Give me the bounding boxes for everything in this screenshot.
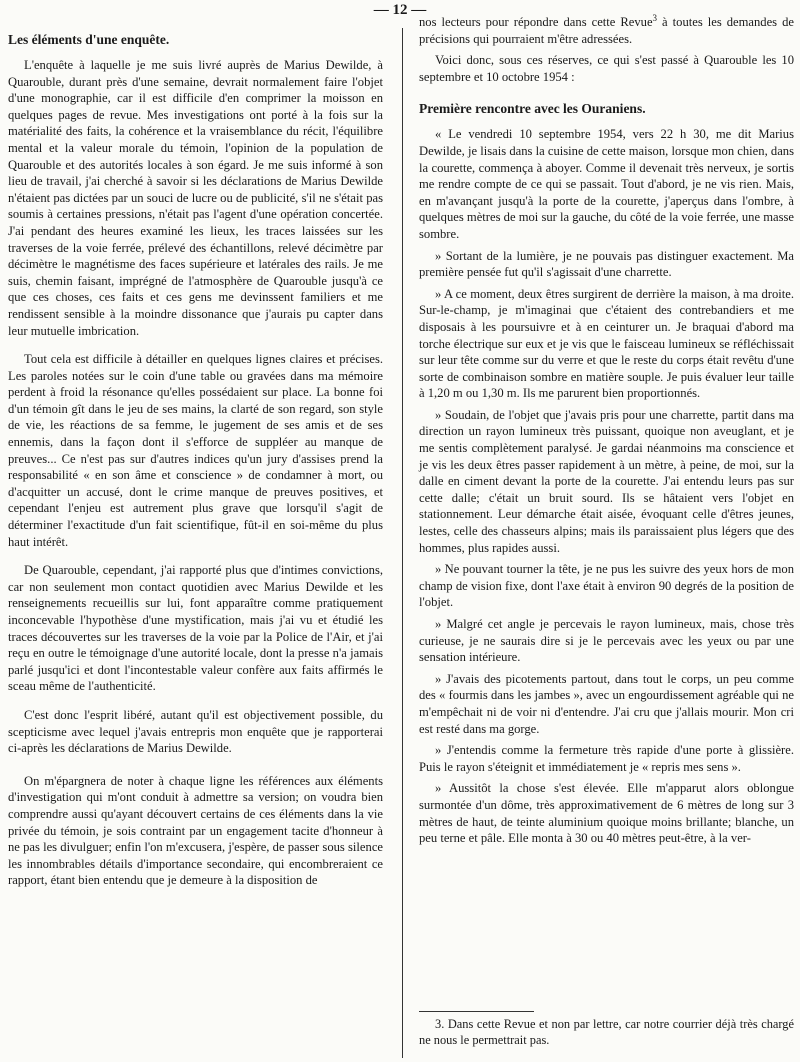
- paragraph-continued: [419, 14, 794, 47]
- footnote-reference: 3: [652, 12, 658, 23]
- paragraph: On m'épargnera de noter à chaque ligne les références aux éléments d'investigation qui m'ont conduit à admettre sa version; on voudra bien comprendre aussi qu'ayant découvert certains de ces éléments dans la vie privée du témoin, je sois contraint par un engagement tacite d'honneur à ne pas les divulguer; enfin l'on m'excusera, j'espère, de passer sous silence les innombrables détails d'importance secondaire, qui encombreraient ce rapport, étant bien entendu que je demeure à la disposition de: [8, 773, 383, 888]
- paragraph: De Quarouble, cependant, j'ai rapporté plus que d'intimes convictions, car non seulement mon contact quotidien avec Marius Dewilde et les renseignements recueillis sur lui, font apparaître comme pratiquement inconcevable l'hypothèse d'une mystification, mais j'ai vu et étudié les traces découvertes sur les traverses de la voie par la Police de l'Air, et j'ai reçu en outre le témoignage d'une autorité locale, dont la presse n'a jamais parlé jusqu'ici et dont l'incontestable valeur confère aux faits affirmés le sceau même de l'authenticité.: [8, 563, 383, 694]
- paragraph: C'est donc l'esprit libéré, autant qu'il est objectivement possible, du scepticisme avec lequel j'avais entrepris mon enquête que je rapporterai ci-après les déclarations de Marius Dewilde.: [8, 707, 383, 756]
- left-column: [8, 32, 383, 894]
- right-column: [419, 14, 794, 852]
- paragraph-text: à toutes les demandes de précisions qui pourraient m'être adressées.: [419, 15, 794, 46]
- paragraph: Tout cela est difficile à détailler en quelques lignes claires et précises. Les paroles notées sur le coin d'une table ou gravées dans ma mémoire perdent à froid la résonance qu'elles possédaient sur place. La bonne foi d'un témoin gît dans le jeu de ses mains, la clarté de son regard, son style de vie, les réactions de sa femme, le jugement de ses amis et de ses ennemis, dans la façon dont il s'efforce de suppléer au manque de preuves... Ce n'est pas sur d'autres indices qu'un jury d'assises prend la responsabilité « en son âme et conscience » de condamner à mort, ou d'acquitter un accusé, dont le crime manque de preuves positives, et cependant l'enjeu est autrement plus grave que lorsqu'il s'agit de déterminer l'exactitude d'un fait scientifique, fût-il en soi-même du plus haut intérêt.: [8, 352, 383, 549]
- paragraph: » Ne pouvant tourner la tête, je ne pus les suivre des yeux hors de mon champ de vision fixe, dont l'axe était à environ 90 degrés de la position de l'objet.: [419, 562, 794, 610]
- column-divider: [402, 28, 403, 1058]
- paragraph: « Le vendredi 10 septembre 1954, vers 22 h 30, me dit Marius Dewilde, je lisais dans la cuisine de cette maison, lorsque mon chien, dans la courette, commença à aboyer. Comme il devenait très nerveux, je sortis me rendre compte de ce qui se passait. Tout d'abord, je ne vis rien. Mais, en m'avançant jusqu'à la porte de la courette, j'aperçus dans l'ombre, à quelques mètres de moi sur la gauche, du côté de la voie ferrée, une masse sombre.: [419, 127, 794, 241]
- paragraph-text: nos lecteurs pour répondre dans cette Revue: [419, 15, 653, 29]
- paragraph: » Aussitôt la chose s'est élevée. Elle m'apparut alors oblongue surmontée d'un dôme, très approximativement de 6 mètres de long sur 3 mètres de haut, de teinte aluminium quoique moins brillante; blanche, un peu terne et pâle. Elle monta à 30 ou 40 mètres peut-être, à la ver-: [419, 781, 794, 846]
- paragraph: » Malgré cet angle je percevais le rayon lumineux, mais, chose très curieuse, je ne saurais dire si je le percevais avec les yeux ou par une sensation intérieure.: [419, 617, 794, 665]
- footnote: 3. Dans cette Revue et non par lettre, car notre courrier déjà très chargé ne nous le permettrait pas.: [419, 1017, 794, 1047]
- section-heading-elements: Les éléments d'une enquête.: [8, 32, 170, 47]
- paragraph: » Soudain, de l'objet que j'avais pris pour une charrette, partit dans ma direction un rayon lumineux très puissant, quoique non aveuglant, et je me sentis complètement paralysé. Je gardai néanmoins ma conscience et je vis les deux êtres passer rapidement à un mètre, à peine, de moi, sur la dalle en ciment devant la porte de la courette. J'ai entendu leurs pas sur cette dalle; c'était un bruit sourd. Ils se hâtaient vers l'objet en stationnement. Leur démarche était aisée, évoquant celle d'êtres jeunes, lestes, celle des chasseurs alpins; mais ils paraissaient plus légers que des hommes, plus rapides aussi.: [419, 407, 794, 555]
- paragraph: » J'avais des picotements partout, dans tout le corps, un peu comme des « fourmis dans les jambes », avec un engourdissement agréable qui ne m'empêchait ni de voir ni d'entendre. J'ai cru que j'allais mourir. Mon cri est resté dans ma gorge.: [419, 671, 794, 736]
- paragraph: Voici donc, sous ces réserves, ce qui s'est passé à Quarouble les 10 septembre et 10 octobre 1954 :: [419, 53, 794, 84]
- paragraph: » A ce moment, deux êtres surgirent de derrière la maison, à ma droite. Sur-le-champ, je m'imaginai que c'étaient des contrebandiers et me disposais à les poursuivre et à en ceinturer un. Je braquai d'abord ma torche électrique sur eux et je vis que le faisceau lumineux se réfléchissait sur leur tête comme sur du verre et que le reste du corps était revêtu d'une sorte de combinaison sombre en matière souple. Je puis évaluer leur taille à 1,20 m ou 1,30 m. Ils me parurent bien proportionnés.: [419, 286, 794, 401]
- page-number: — 12 —: [373, 2, 427, 18]
- paragraph: L'enquête à laquelle je me suis livré auprès de Marius Dewilde, à Quarouble, durant près d'une semaine, devrait normalement faire l'objet d'une monographie, car il est difficile d'en comprimer la moisson en quelques pages de revue. Mes investigations ont porté à la fois sur la matérialité des faits, la cohérence et la vraisemblance du récit, l'équilibre mental et la valeur morale du témoin, l'opinion de la population de Quarouble et des autorités locales à son égard. Je me suis informé à son lieu de travail, j'ai cherché à savoir si les déclarations de Marius Dewilde n'étaient pas dictées par un souci de lucre ou de publicité, s'il ne s'était pas soumis à certaines pressions, n'était pas l'agent d'une opération concertée. J'ai pendant des heures examiné les lieux, les traces laissées sur les traverses de la voie ferrée, prélevé des échantillons, relevé décimètre par décimètre le magnétisme des faces supérieure et latérales des rails. Je me suis, chemin faisant, imprégné de l'atmosphère de Quarouble jusqu'à ce que ces choses, ces faits et ces gens me devinssent familiers et me rendissent sensible à la moindre dissonance que j'aurais pu capter dans leur mutuelle imbrication.: [8, 58, 383, 338]
- section-heading-first-encounter: Première rencontre avec les Ouraniens.: [419, 101, 646, 117]
- footnote-divider: [419, 1011, 534, 1012]
- paragraph: » Sortant de la lumière, je ne pouvais pas distinguer exactement. Ma première pensée fut qu'il s'agissait d'une charrette.: [419, 248, 794, 280]
- paragraph: » J'entendis comme la fermeture très rapide d'une porte à glissière. Puis le rayon s'éteignit et immédiatement je « repris mes sens ».: [419, 743, 794, 774]
